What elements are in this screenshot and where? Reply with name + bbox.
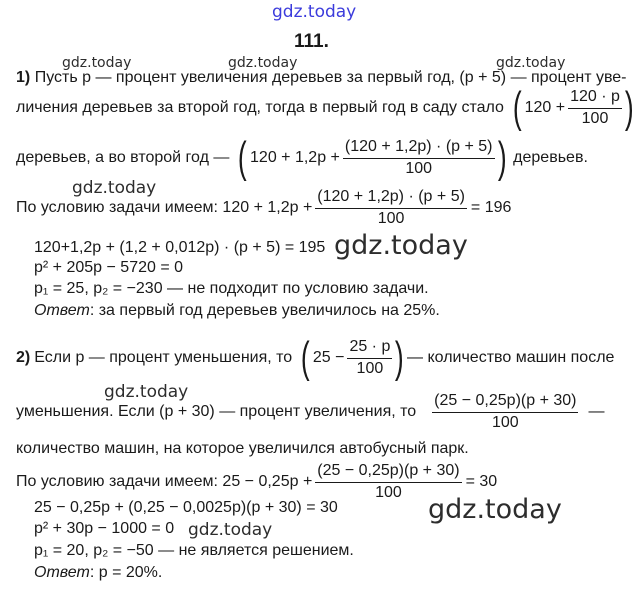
math-expr: 120 + 1,2p + <box>250 149 340 166</box>
part2-line1 <box>16 333 615 383</box>
paren-left: ( <box>301 333 310 383</box>
part1-line4 <box>16 186 511 230</box>
part2-eq2: p² + 30p − 1000 = 0 <box>34 520 175 537</box>
watermark: gdz.today <box>228 55 298 71</box>
watermark: gdz.today <box>188 520 273 540</box>
watermark: gdz.today <box>496 55 566 71</box>
fraction <box>343 139 495 178</box>
fraction <box>432 393 578 432</box>
part2-eq3: p₁ = 20, p₂ = −50 — не является решением. <box>34 542 354 559</box>
part2-text: Если p — процент уменьшения, то <box>34 349 293 366</box>
equation-rhs: = 196 <box>470 199 512 216</box>
fraction-denominator: 100 <box>491 413 519 431</box>
paren-right: ) <box>395 333 405 383</box>
part1-text: деревьев, а во второй год — <box>16 149 230 166</box>
equation-rhs: = 30 <box>465 473 498 490</box>
part1-line1 <box>16 70 627 86</box>
paren-left: ( <box>512 83 522 133</box>
fraction <box>315 189 467 228</box>
math-expr: 120 + <box>524 99 566 116</box>
watermark: gdz.today <box>428 494 562 525</box>
part1-line3 <box>16 133 588 183</box>
watermark: gdz.today <box>104 382 189 402</box>
part2-text: По условию задачи имеем: 25 − 0,25p + <box>16 473 313 490</box>
part1-eq3: p₁ = 25, p₂ = −230 — не подходит по условию задачи. <box>34 280 429 297</box>
fraction-denominator: 100 <box>405 159 433 177</box>
watermark: gdz.today <box>62 55 132 71</box>
fraction <box>568 89 622 128</box>
fraction-numerator: 25 · p <box>347 339 392 359</box>
part1-eq2: p² + 205p − 5720 = 0 <box>34 259 184 276</box>
part1-text: По условию задачи имеем: 120 + 1,2p + <box>16 199 313 216</box>
fraction-numerator: 120 · p <box>568 89 622 109</box>
problem-number: 111. <box>294 31 329 52</box>
fraction-denominator: 100 <box>377 209 405 227</box>
part2-text: — <box>588 403 605 420</box>
fraction-denominator: 100 <box>356 359 384 377</box>
paren-left: ( <box>238 133 248 183</box>
part1-text: Пусть p — процент увеличения деревьев за первый год, (p + 5) — процент уве- <box>34 69 627 86</box>
watermark-top: gdz.today <box>272 2 357 22</box>
part1-line2 <box>16 83 634 133</box>
part2-line3: количество машин, на которое увеличился автобусный парк. <box>16 440 469 457</box>
watermark: gdz.today <box>72 178 157 198</box>
answer-text: : p = 20%. <box>89 564 163 581</box>
part1-text: деревьев. <box>513 149 588 166</box>
part2-number: 2) <box>16 349 31 366</box>
fraction <box>347 339 392 378</box>
answer-text: : за первый год деревьев увеличилось на 25%. <box>89 302 440 319</box>
paren-right: ) <box>624 83 634 133</box>
part1-number: 1) <box>16 69 31 86</box>
part2-line2 <box>16 390 604 434</box>
part2-answer <box>34 565 162 581</box>
fraction-numerator: (120 + 1,2p) · (p + 5) <box>315 189 467 209</box>
fraction-denominator: 100 <box>581 109 609 127</box>
part1-answer <box>34 303 440 319</box>
fraction-numerator: (25 − 0,25p)(p + 30) <box>432 393 578 413</box>
watermark: gdz.today <box>334 230 468 261</box>
answer-label: Ответ <box>34 564 90 581</box>
paren-right: ) <box>497 133 507 183</box>
answer-label: Ответ <box>34 302 90 319</box>
math-expr: 25 − <box>312 349 345 366</box>
fraction-denominator: 100 <box>375 483 402 501</box>
fraction-numerator: (120 + 1,2p) · (p + 5) <box>343 139 495 159</box>
part2-text: уменьшения. Если (p + 30) — процент увеличения, то <box>16 403 417 420</box>
fraction-numerator: (25 − 0,25p)(p + 30) <box>315 463 461 483</box>
fraction <box>315 463 461 502</box>
part2-text: — количество машин после <box>407 349 615 366</box>
part2-line4 <box>16 460 497 504</box>
part2-eq1: 25 − 0,25p + (0,25 − 0,0025p)(p + 30) = 30 <box>34 499 338 516</box>
part1-eq1: 120+1,2p + (1,2 + 0,012p) · (p + 5) = 195 <box>34 239 326 256</box>
part1-text: личения деревьев за второй год, тогда в первый год в саду стало <box>16 99 504 116</box>
